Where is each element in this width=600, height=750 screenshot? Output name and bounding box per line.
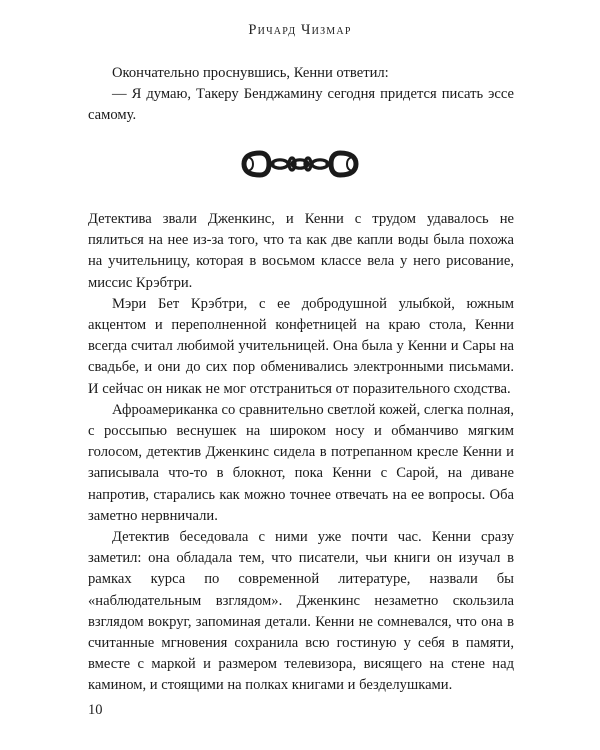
body-text bbox=[88, 209, 514, 697]
paragraph: Детектив беседовала с ними уже почти час. Кенни сразу заметил: она обладала тем, что писатели, чьи книги он изучал в рамках курса по современной литературе, назвали бы «наблюдательным взглядом». Дженкинс незаметно скользила взглядом вокруг, запоминая детали. Кенни не сомневался, что она в считанные мгновения сохранила всю гостиную у себя в памяти, вместе с маркой и размером телевизора, висящего на стене над камином, и стоящими на полках книгами и безделушками. bbox=[88, 529, 514, 694]
intro-text bbox=[88, 63, 514, 127]
page-number: 10 bbox=[88, 702, 103, 718]
dialogue-paragraph: — Я думаю, Такеру Бенджамину сегодня придется писать эссе самому. bbox=[88, 86, 514, 124]
paragraph: Афроамериканка со сравнительно светлой кожей, слегка полная, с россыпью веснушек на широком носу и обманчиво мягким голосом, детектив Дженкинс сидела в потрепанном кресле Кенни и записывала что-то в блокнот, пока Кенни с Сарой, на диване напротив, старались как можно точнее отвечать на ее вопросы. Оба заметно нервничали. bbox=[88, 401, 514, 524]
paragraph: Окончательно проснувшись, Кенни ответил: bbox=[112, 65, 389, 81]
chain-ornament-icon bbox=[240, 144, 360, 184]
paragraph: Мэри Бет Крэбтри, с ее добродушной улыбкой, южным акцентом и переполненной конфетницей на краю стола, Кенни всегда считал любимой учительницей. Она была у Кенни и Сары на свадьбе, и они до сих пор обменивались электронными письмами. И сейчас он никак не мог отстраниться от поразительного сходства. bbox=[88, 295, 514, 397]
paragraph: Детектива звали Дженкинс, и Кенни с трудом удавалось не пялиться на нее из-за того, что та как две капли воды была похожа на учительницу, которая в восьмом классе вела у него рисование, миссис Крэбтри. bbox=[88, 211, 514, 291]
running-header: Ричард Чизмар bbox=[248, 22, 352, 38]
